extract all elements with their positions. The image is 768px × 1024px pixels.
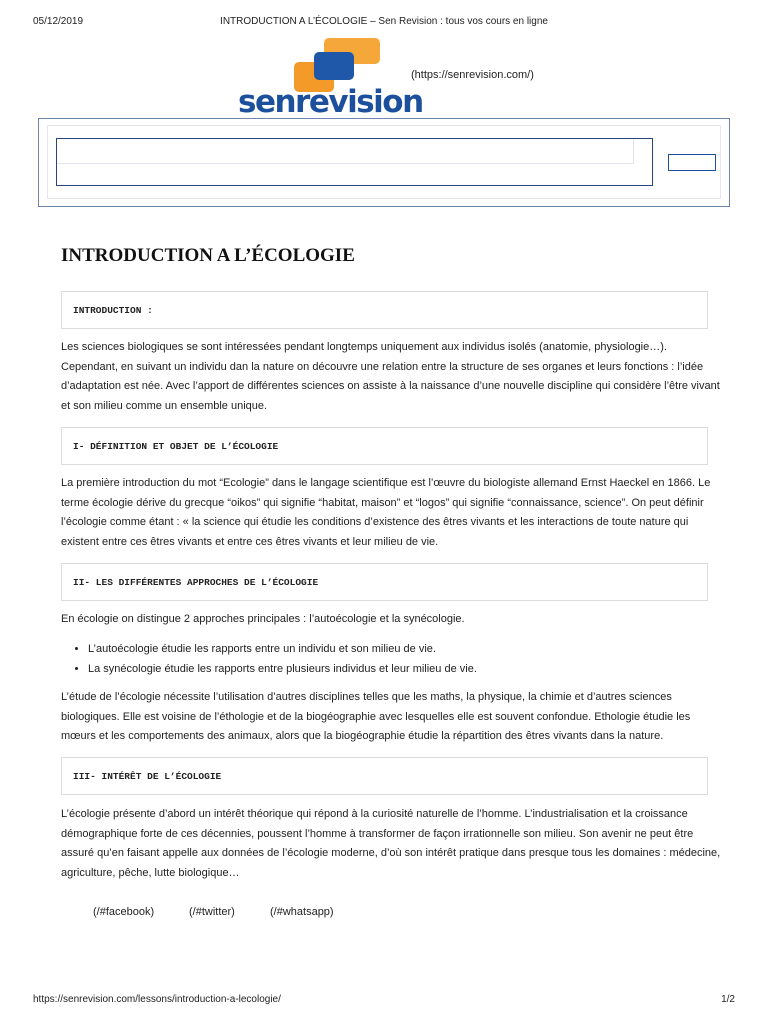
print-page-number: 1/2 <box>721 994 735 1005</box>
senrevision-logo[interactable] <box>238 36 423 120</box>
paragraph-interest: L’écologie présente d’abord un intérêt théorique qui répond à la curiosité naturelle de l’homme. L’industrialisation et la croissance démographique forte de ces décennies, poussent l’homme à transformer de façon irrationnelle son milieu. Son avenir ne peut être assuré qu’en faisant appelle aux données de l’écologie moderne, d’où son intérêt pratique dans presque tous les domaines : médecine, agriculture, pêche, lutte biologique… <box>61 808 721 879</box>
section-heading-interest <box>61 757 708 795</box>
print-footer-url: https://senrevision.com/lessons/introduction-a-lecologie/ <box>33 994 281 1005</box>
navigation-area <box>38 118 730 207</box>
section-heading-approaches <box>61 563 708 601</box>
section-heading-text: III- INTÉRÊT DE L’ÉCOLOGIE <box>73 771 222 782</box>
paragraph-introduction: Les sciences biologiques se sont intéressées pendant longtemps uniquement aux individus isolés (anatomie, physiologie…). Cependant, en suivant un individu dan la nature on découvre une relation entre la structure de ses organes et leurs fonctions : l’idée d’adaptation est née. Avec l’apport de différentes sciences on assiste à la naissance d’une nouvelle discipline qui considère l’être vivant et son milieu comme un ensemble unique. <box>61 341 720 412</box>
section-heading-text: INTRODUCTION : <box>73 305 153 316</box>
article-title: INTRODUCTION A L’ÉCOLOGIE <box>61 245 355 266</box>
paragraph-approaches-intro: En écologie on distingue 2 approches principales : l’autoécologie et la synécologie. <box>61 613 465 625</box>
list-item: • La synécologie étudie les rapports entre plusieurs individus et leur milieu de vie. <box>88 660 728 680</box>
print-date: 05/12/2019 <box>33 16 84 27</box>
menu-separator <box>633 139 634 163</box>
share-twitter-link[interactable]: (/#twitter) <box>189 906 235 918</box>
section-heading-text: I- DÉFINITION ET OBJET DE L’ÉCOLOGIE <box>73 441 279 452</box>
print-page-title: INTRODUCTION A L’ÉCOLOGIE – Sen Revision : tous vos cours en ligne <box>220 16 548 27</box>
logo-wordmark: senrevision <box>238 84 423 120</box>
section-heading-text: II- LES DIFFÉRENTES APPROCHES DE L’ÉCOLOGIE <box>73 577 319 588</box>
paragraph-definition: La première introduction du mot “Ecologie” dans le langage scientifique est l’œuvre du biologiste allemand Ernst Haeckel en 1866. Le terme écologie dérive du grecque “oikos” qui signifie “habitat, maison” et “logos” qui signifie “connaissance, science”. On peut définir l’écologie comme étant : « la science qui étudie les conditions d’existence des êtres vivants et les interactions de toute nature qui existent entre ces êtres vivants et entre ces êtres vivants et leur milieu de vie. <box>61 477 711 548</box>
paragraph-approaches: L’étude de l’écologie nécessite l’utilisation d’autres disciplines telles que les maths, la physique, la chimie et d’autres sciences biologiques. Elle est voisine de l’éthologie et de la biogéographie avec lesquelles elle est souvent confondue. Ethologie étudie les mœurs et les comportements des animaux, alors que la biogéographie étudie la répartition des êtres vivants dans la nature. <box>61 691 691 742</box>
menu-toggle-button[interactable] <box>668 154 716 171</box>
share-whatsapp-link[interactable]: (/#whatsapp) <box>270 906 334 918</box>
print-header <box>33 16 735 30</box>
approaches-list <box>61 640 728 679</box>
navigation-inner-panel <box>47 125 721 199</box>
section-heading-definition <box>61 427 708 465</box>
logo-blue-block <box>314 52 354 80</box>
site-url-link[interactable]: (https://senrevision.com/) <box>411 69 534 81</box>
navigation-menu-bar[interactable] <box>56 138 653 186</box>
share-facebook-link[interactable]: (/#facebook) <box>93 906 155 918</box>
menu-divider <box>57 163 634 164</box>
list-item: • L’autoécologie étudie les rapports entre un individu et son milieu de vie. <box>88 640 728 660</box>
section-heading-introduction <box>61 291 708 329</box>
